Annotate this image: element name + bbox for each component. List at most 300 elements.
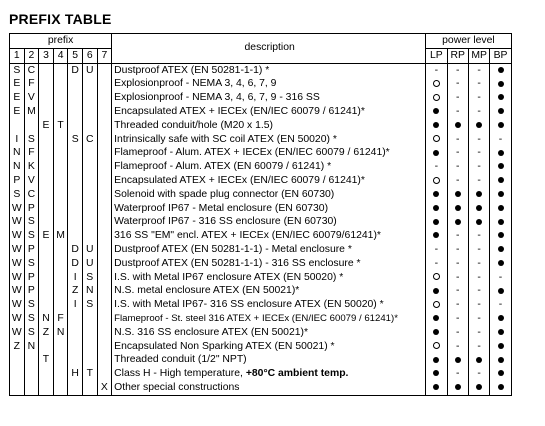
prefix-cell — [68, 312, 83, 326]
description-cell: Encapsulated Non Sparking ATEX (EN 50021) * — [112, 340, 426, 354]
table-row — [10, 271, 512, 285]
prefix-cell: U — [82, 257, 97, 271]
dash-cell: - — [426, 160, 447, 174]
prefix-cell — [68, 105, 83, 119]
description-header: description — [112, 34, 426, 64]
description-cell: Flameproof - Alum. ATEX + IECEx (EN/IEC 60079 / 61241)* — [112, 146, 426, 160]
description-cell: Dustproof ATEX (EN 50281-1-1) - 316 SS enclosure * — [112, 257, 426, 271]
dash-cell: - — [468, 326, 489, 340]
prefix-cell: M — [24, 105, 39, 119]
table-row — [10, 91, 512, 105]
table-row — [10, 202, 512, 216]
open-circle-icon — [426, 174, 447, 188]
power-column-header: RP — [447, 48, 468, 63]
prefix-cell: W — [10, 312, 25, 326]
prefix-cell — [97, 174, 112, 188]
prefix-cell — [82, 353, 97, 367]
prefix-cell: S — [10, 188, 25, 202]
table-row — [10, 119, 512, 133]
prefix-cell — [97, 271, 112, 285]
prefix-cell: K — [24, 160, 39, 174]
prefix-cell — [39, 257, 54, 271]
dash-cell: - — [447, 146, 468, 160]
prefix-cell: P — [24, 243, 39, 257]
prefix-cell: T — [39, 353, 54, 367]
description-cell: Waterproof IP67 - 316 SS enclosure (EN 60730) — [112, 215, 426, 229]
prefix-cell — [39, 202, 54, 216]
filled-dot-icon — [490, 77, 511, 91]
description-cell: N.S. 316 SS enclosure ATEX (EN 50021)* — [112, 326, 426, 340]
open-circle-icon — [426, 77, 447, 91]
prefix-cell — [97, 229, 112, 243]
prefix-cell: W — [10, 257, 25, 271]
power-column-header: MP — [468, 48, 489, 63]
prefix-cell — [53, 133, 68, 147]
prefix-cell: I — [68, 298, 83, 312]
prefix-cell — [10, 367, 25, 381]
filled-dot-icon — [426, 284, 447, 298]
filled-dot-icon — [490, 188, 511, 202]
table-row — [10, 298, 512, 312]
description-cell: I.S. with Metal IP67 enclosure ATEX (EN 50020) * — [112, 271, 426, 285]
filled-dot-icon — [447, 188, 468, 202]
prefix-cell — [97, 340, 112, 354]
prefix-cell — [53, 160, 68, 174]
description-cell: Solenoid with spade plug connector (EN 60730) — [112, 188, 426, 202]
prefix-cell: P — [10, 174, 25, 188]
prefix-cell: N — [10, 160, 25, 174]
prefix-cell — [82, 340, 97, 354]
prefix-cell — [97, 160, 112, 174]
prefix-cell — [82, 326, 97, 340]
prefix-cell — [39, 146, 54, 160]
filled-dot-icon — [490, 215, 511, 229]
dash-cell: - — [468, 340, 489, 354]
prefix-header: prefix — [10, 34, 112, 49]
prefix-cell — [53, 202, 68, 216]
filled-dot-icon — [468, 381, 489, 395]
prefix-cell — [97, 326, 112, 340]
prefix-cell: N — [39, 312, 54, 326]
description-cell: Dustproof ATEX (EN 50281-1-1) - Metal enclosure * — [112, 243, 426, 257]
open-circle-icon — [426, 133, 447, 147]
prefix-cell: S — [24, 298, 39, 312]
prefix-cell — [39, 243, 54, 257]
prefix-cell — [39, 367, 54, 381]
prefix-cell — [68, 174, 83, 188]
prefix-cell: F — [24, 77, 39, 91]
prefix-cell: W — [10, 229, 25, 243]
prefix-cell: E — [10, 91, 25, 105]
prefix-cell: S — [24, 229, 39, 243]
dash-cell: - — [447, 312, 468, 326]
prefix-cell — [68, 160, 83, 174]
prefix-cell: C — [24, 188, 39, 202]
prefix-cell — [97, 215, 112, 229]
prefix-cell — [68, 381, 83, 395]
prefix-cell — [39, 298, 54, 312]
prefix-cell — [68, 353, 83, 367]
prefix-cell: N — [10, 146, 25, 160]
description-cell: Threaded conduit/hole (M20 x 1.5) — [112, 119, 426, 133]
prefix-cell — [24, 353, 39, 367]
prefix-cell — [24, 119, 39, 133]
filled-dot-icon — [468, 215, 489, 229]
prefix-cell — [53, 63, 68, 77]
prefix-cell — [97, 243, 112, 257]
dash-cell: - — [426, 257, 447, 271]
table-row — [10, 326, 512, 340]
prefix-cell — [53, 271, 68, 285]
prefix-cell — [68, 229, 83, 243]
prefix-cell — [24, 381, 39, 395]
filled-dot-icon — [426, 119, 447, 133]
prefix-cell — [97, 119, 112, 133]
prefix-cell — [10, 353, 25, 367]
filled-dot-icon — [490, 174, 511, 188]
prefix-cell: W — [10, 202, 25, 216]
power-column-header: LP — [426, 48, 447, 63]
dash-cell: - — [447, 91, 468, 105]
description-cell: Intrinsically safe with SC coil ATEX (EN 50020) * — [112, 133, 426, 147]
description-cell: Explosionproof - NEMA 3, 4, 6, 7, 9 — [112, 77, 426, 91]
dash-cell: - — [468, 77, 489, 91]
prefix-cell: T — [82, 367, 97, 381]
description-emphasis: +80°C ambient temp. — [245, 368, 349, 380]
filled-dot-icon — [426, 202, 447, 216]
table-row — [10, 353, 512, 367]
description-cell: N.S. metal enclosure ATEX (EN 50021)* — [112, 284, 426, 298]
prefix-column-header: 3 — [39, 48, 54, 63]
prefix-cell: W — [10, 326, 25, 340]
description-cell: Dustproof ATEX (EN 50281-1-1) * — [112, 63, 426, 77]
dash-cell: - — [447, 174, 468, 188]
prefix-cell: C — [24, 63, 39, 77]
prefix-cell: W — [10, 284, 25, 298]
table-row — [10, 188, 512, 202]
prefix-cell — [53, 215, 68, 229]
table-row — [10, 312, 512, 326]
prefix-cell — [39, 284, 54, 298]
table-row — [10, 160, 512, 174]
table-row — [10, 381, 512, 395]
prefix-cell — [53, 367, 68, 381]
prefix-cell: P — [24, 271, 39, 285]
prefix-cell: W — [10, 298, 25, 312]
prefix-cell: D — [68, 257, 83, 271]
prefix-table — [9, 33, 512, 396]
table-row — [10, 257, 512, 271]
prefix-cell: Z — [10, 340, 25, 354]
prefix-cell: N — [24, 340, 39, 354]
prefix-cell — [53, 340, 68, 354]
description-cell: Encapsulated ATEX + IECEx (EN/IEC 60079 / 61241)* — [112, 105, 426, 119]
table-row — [10, 63, 512, 77]
prefix-cell — [39, 271, 54, 285]
table-row — [10, 367, 512, 381]
prefix-cell: M — [53, 229, 68, 243]
prefix-cell — [82, 312, 97, 326]
prefix-cell: X — [97, 381, 112, 395]
prefix-cell — [24, 367, 39, 381]
prefix-cell: Z — [68, 284, 83, 298]
prefix-cell — [97, 105, 112, 119]
filled-dot-icon — [426, 312, 447, 326]
prefix-cell: I — [68, 271, 83, 285]
description-cell: I.S. with Metal IP67- 316 SS enclosure ATEX (EN 50020) * — [112, 298, 426, 312]
prefix-cell — [39, 188, 54, 202]
prefix-cell — [97, 367, 112, 381]
prefix-cell — [97, 77, 112, 91]
prefix-cell — [68, 215, 83, 229]
dash-cell: - — [468, 257, 489, 271]
dash-cell: - — [447, 229, 468, 243]
description-cell: 316 SS "EM" encl. ATEX + IECEx (EN/IEC 60079/61241)* — [112, 229, 426, 243]
prefix-cell: E — [39, 119, 54, 133]
prefix-cell: U — [82, 63, 97, 77]
power-level-header: power level — [426, 34, 512, 49]
prefix-cell — [97, 133, 112, 147]
dash-cell: - — [468, 298, 489, 312]
dash-cell: - — [447, 77, 468, 91]
prefix-cell: E — [39, 229, 54, 243]
filled-dot-icon — [468, 353, 489, 367]
open-circle-icon — [426, 271, 447, 285]
prefix-cell — [39, 215, 54, 229]
prefix-cell — [82, 381, 97, 395]
prefix-cell — [39, 91, 54, 105]
prefix-cell — [68, 146, 83, 160]
prefix-cell: H — [68, 367, 83, 381]
dash-cell: - — [468, 146, 489, 160]
dash-cell: - — [490, 271, 511, 285]
prefix-cell — [97, 284, 112, 298]
filled-dot-icon — [490, 340, 511, 354]
table-row — [10, 146, 512, 160]
filled-dot-icon — [490, 381, 511, 395]
prefix-cell: S — [24, 257, 39, 271]
prefix-column-header: 5 — [68, 48, 83, 63]
filled-dot-icon — [468, 188, 489, 202]
prefix-cell — [39, 160, 54, 174]
prefix-cell: S — [82, 298, 97, 312]
prefix-cell — [53, 105, 68, 119]
prefix-cell — [53, 174, 68, 188]
open-circle-icon — [426, 298, 447, 312]
prefix-cell: D — [68, 243, 83, 257]
prefix-cell: S — [24, 215, 39, 229]
filled-dot-icon — [447, 215, 468, 229]
prefix-cell — [82, 91, 97, 105]
filled-dot-icon — [468, 119, 489, 133]
prefix-cell — [97, 91, 112, 105]
filled-dot-icon — [426, 105, 447, 119]
dash-cell: - — [468, 229, 489, 243]
prefix-cell — [53, 146, 68, 160]
prefix-cell — [97, 298, 112, 312]
prefix-cell — [68, 188, 83, 202]
prefix-cell — [82, 119, 97, 133]
prefix-cell: W — [10, 271, 25, 285]
prefix-cell — [97, 353, 112, 367]
prefix-cell: S — [24, 326, 39, 340]
prefix-cell — [39, 174, 54, 188]
prefix-cell — [68, 326, 83, 340]
filled-dot-icon — [490, 243, 511, 257]
filled-dot-icon — [490, 312, 511, 326]
description-cell: Flameproof - Alum. ATEX (EN 60079 / 61241) * — [112, 160, 426, 174]
prefix-column-header: 7 — [97, 48, 112, 63]
prefix-cell — [39, 381, 54, 395]
prefix-cell — [39, 77, 54, 91]
table-row — [10, 174, 512, 188]
prefix-column-header: 4 — [53, 48, 68, 63]
dash-cell: - — [447, 63, 468, 77]
prefix-cell — [53, 284, 68, 298]
prefix-cell — [82, 146, 97, 160]
prefix-cell: V — [24, 174, 39, 188]
table-row — [10, 340, 512, 354]
dash-cell: - — [447, 105, 468, 119]
prefix-cell — [97, 63, 112, 77]
filled-dot-icon — [426, 229, 447, 243]
table-row — [10, 229, 512, 243]
prefix-cell: F — [24, 146, 39, 160]
prefix-column-header: 6 — [82, 48, 97, 63]
description-cell: Threaded conduit (1/2" NPT) — [112, 353, 426, 367]
prefix-cell — [82, 105, 97, 119]
dash-cell: - — [447, 257, 468, 271]
prefix-cell: S — [24, 133, 39, 147]
filled-dot-icon — [490, 105, 511, 119]
prefix-cell — [53, 91, 68, 105]
prefix-cell — [10, 381, 25, 395]
dash-cell: - — [468, 133, 489, 147]
prefix-cell — [97, 202, 112, 216]
prefix-cell — [39, 105, 54, 119]
filled-dot-icon — [490, 119, 511, 133]
dash-cell: - — [468, 243, 489, 257]
dash-cell: - — [426, 243, 447, 257]
dash-cell: - — [490, 298, 511, 312]
filled-dot-icon — [447, 202, 468, 216]
prefix-cell: S — [68, 133, 83, 147]
table-row — [10, 284, 512, 298]
filled-dot-icon — [426, 146, 447, 160]
dash-cell: - — [447, 133, 468, 147]
dash-cell: - — [468, 174, 489, 188]
prefix-cell: S — [10, 63, 25, 77]
prefix-cell: W — [10, 215, 25, 229]
table-row — [10, 215, 512, 229]
prefix-cell — [68, 340, 83, 354]
prefix-cell — [53, 77, 68, 91]
prefix-cell — [82, 202, 97, 216]
prefix-cell: E — [10, 77, 25, 91]
prefix-cell — [97, 257, 112, 271]
open-circle-icon — [426, 340, 447, 354]
open-circle-icon — [426, 91, 447, 105]
dash-cell: - — [468, 105, 489, 119]
dash-cell: - — [468, 271, 489, 285]
power-column-header: BP — [490, 48, 511, 63]
dash-cell: - — [447, 243, 468, 257]
dash-cell: - — [468, 284, 489, 298]
prefix-column-header: 1 — [10, 48, 25, 63]
prefix-cell: I — [10, 133, 25, 147]
prefix-cell: Z — [39, 326, 54, 340]
filled-dot-icon — [490, 353, 511, 367]
prefix-cell — [39, 63, 54, 77]
prefix-cell: T — [53, 119, 68, 133]
description-cell: Other special constructions — [112, 381, 426, 395]
prefix-cell — [82, 174, 97, 188]
filled-dot-icon — [426, 367, 447, 381]
prefix-cell — [82, 77, 97, 91]
dash-cell: - — [490, 133, 511, 147]
prefix-cell: U — [82, 243, 97, 257]
dash-cell: - — [447, 271, 468, 285]
prefix-cell: P — [24, 284, 39, 298]
table-row — [10, 77, 512, 91]
prefix-cell — [53, 257, 68, 271]
filled-dot-icon — [447, 381, 468, 395]
prefix-cell — [68, 119, 83, 133]
description-cell: Explosionproof - NEMA 3, 4, 6, 7, 9 - 316 SS — [112, 91, 426, 105]
prefix-cell: V — [24, 91, 39, 105]
table-row — [10, 105, 512, 119]
filled-dot-icon — [490, 367, 511, 381]
prefix-cell — [97, 188, 112, 202]
dash-cell: - — [426, 63, 447, 77]
prefix-cell — [68, 202, 83, 216]
dash-cell: - — [447, 340, 468, 354]
table-row — [10, 133, 512, 147]
dash-cell: - — [447, 284, 468, 298]
dash-cell: - — [447, 367, 468, 381]
prefix-cell: F — [53, 312, 68, 326]
prefix-cell — [82, 188, 97, 202]
filled-dot-icon — [426, 188, 447, 202]
page-title: PREFIX TABLE — [9, 11, 112, 27]
prefix-cell — [53, 381, 68, 395]
prefix-cell — [82, 215, 97, 229]
dash-cell: - — [468, 367, 489, 381]
description-cell: Class H - High temperature, +80°C ambient temp. — [112, 367, 426, 381]
dash-cell: - — [468, 312, 489, 326]
dash-cell: - — [447, 160, 468, 174]
table-row — [10, 243, 512, 257]
filled-dot-icon — [490, 284, 511, 298]
prefix-cell — [39, 133, 54, 147]
prefix-cell — [82, 229, 97, 243]
filled-dot-icon — [447, 353, 468, 367]
filled-dot-icon — [426, 215, 447, 229]
prefix-cell — [97, 146, 112, 160]
prefix-cell: C — [82, 133, 97, 147]
filled-dot-icon — [490, 160, 511, 174]
filled-dot-icon — [447, 119, 468, 133]
prefix-cell: E — [10, 105, 25, 119]
prefix-column-header: 2 — [24, 48, 39, 63]
prefix-cell: P — [24, 202, 39, 216]
filled-dot-icon — [426, 353, 447, 367]
prefix-cell — [53, 298, 68, 312]
filled-dot-icon — [490, 91, 511, 105]
prefix-cell — [97, 312, 112, 326]
filled-dot-icon — [490, 229, 511, 243]
prefix-cell — [53, 243, 68, 257]
